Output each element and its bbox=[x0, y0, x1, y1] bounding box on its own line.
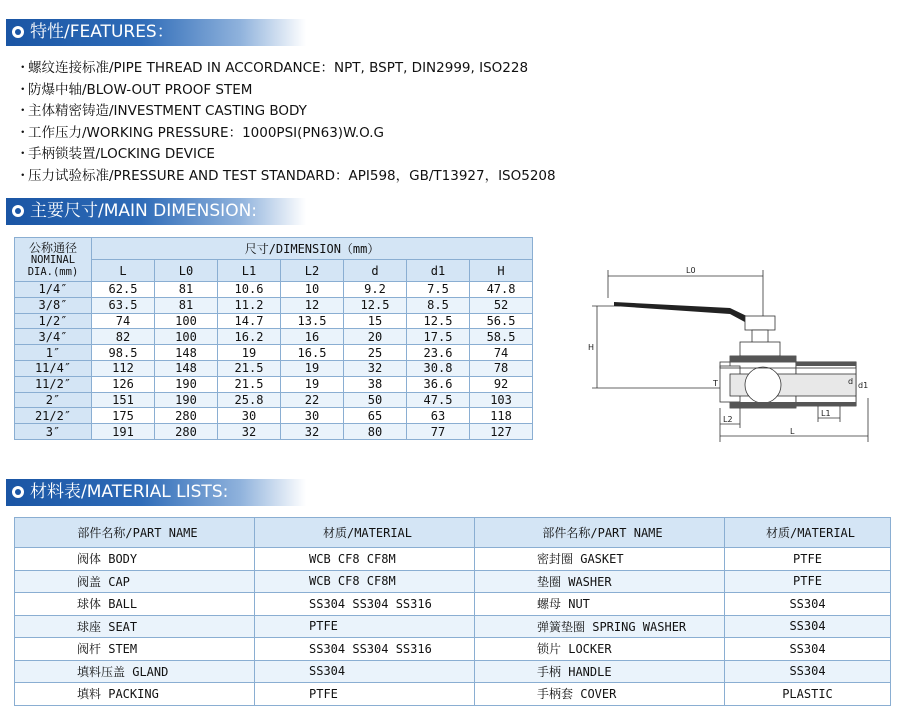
dimension-cell: 50 bbox=[344, 392, 407, 408]
dimension-cell: 191 bbox=[92, 424, 155, 440]
table-row bbox=[15, 408, 533, 424]
dimension-cell: 47.8 bbox=[470, 282, 533, 298]
material-cell: SS304 bbox=[725, 660, 891, 683]
material-cell: PTFE bbox=[725, 548, 891, 571]
material-cell: SS304 bbox=[725, 638, 891, 661]
dimension-cell: 80 bbox=[344, 424, 407, 440]
dimension-cell: 21.5 bbox=[218, 360, 281, 376]
part-name-cell: 垫圈 WASHER bbox=[475, 570, 725, 593]
dimension-cell: 25 bbox=[344, 345, 407, 361]
nominal-size-cell: 3/4″ bbox=[15, 329, 92, 345]
dimension-cell: 63 bbox=[407, 408, 470, 424]
table-row bbox=[15, 570, 891, 593]
part-name-cell: 弹簧垫圈 SPRING WASHER bbox=[475, 615, 725, 638]
table-row bbox=[15, 392, 533, 408]
bullet-circle-icon bbox=[12, 26, 24, 38]
dimension-cell: 98.5 bbox=[92, 345, 155, 361]
part-name-cell: 阀杆 STEM bbox=[15, 638, 255, 661]
table-row bbox=[15, 615, 891, 638]
column-header: H bbox=[470, 260, 533, 282]
dimension-cell: 148 bbox=[155, 360, 218, 376]
dimension-cell: 81 bbox=[155, 282, 218, 298]
feature-item: ・工作压力/WORKING PRESSURE：1000PSI(PN63)W.O.G bbox=[16, 124, 384, 141]
dimension-cell: 32 bbox=[344, 360, 407, 376]
part-name-cell: 阀体 BODY bbox=[15, 548, 255, 571]
dimension-cell: 175 bbox=[92, 408, 155, 424]
material-cell: SS304 bbox=[725, 615, 891, 638]
l1-label: L1 bbox=[821, 409, 831, 418]
dimension-cell: 10.6 bbox=[218, 282, 281, 298]
dimension-cell: 12 bbox=[281, 297, 344, 313]
dimension-cell: 74 bbox=[92, 313, 155, 329]
nominal-size-cell: 3″ bbox=[15, 424, 92, 440]
h-label: H bbox=[588, 343, 595, 352]
material-cell: WCB CF8 CF8M bbox=[255, 570, 475, 593]
dimension-cell: 30 bbox=[218, 408, 281, 424]
dimension-cell: 10 bbox=[281, 282, 344, 298]
dimension-cell: 16.5 bbox=[281, 345, 344, 361]
nominal-size-cell: 11/2″ bbox=[15, 376, 92, 392]
features-list bbox=[16, 58, 556, 188]
dimension-cell: 16.2 bbox=[218, 329, 281, 345]
dimension-cell: 19 bbox=[281, 376, 344, 392]
column-header: d1 bbox=[407, 260, 470, 282]
dimension-cell: 280 bbox=[155, 424, 218, 440]
table-row bbox=[15, 313, 533, 329]
t-label: T bbox=[713, 379, 718, 388]
dimension-cell: 9.2 bbox=[344, 282, 407, 298]
table-row bbox=[15, 376, 533, 392]
bullet-circle-icon bbox=[12, 205, 24, 217]
nominal-size-cell: 1″ bbox=[15, 345, 92, 361]
main-dimension-title: 主要尺寸/MAIN DIMENSION: bbox=[30, 201, 258, 221]
dimension-cell: 19 bbox=[281, 360, 344, 376]
dimension-header: 尺寸/DIMENSION（mm） bbox=[92, 238, 533, 260]
dimension-cell: 126 bbox=[92, 376, 155, 392]
dimension-cell: 7.5 bbox=[407, 282, 470, 298]
material-lists-banner bbox=[6, 479, 306, 506]
column-header: L0 bbox=[155, 260, 218, 282]
dimension-cell: 16 bbox=[281, 329, 344, 345]
dimension-cell: 148 bbox=[155, 345, 218, 361]
dimension-cell: 38 bbox=[344, 376, 407, 392]
column-header: 材质/MATERIAL bbox=[255, 518, 475, 548]
material-cell: SS304 SS304 SS316 bbox=[255, 638, 475, 661]
column-header: 部件名称/PART NAME bbox=[475, 518, 725, 548]
part-name-cell: 阀盖 CAP bbox=[15, 570, 255, 593]
dimension-cell: 21.5 bbox=[218, 376, 281, 392]
dimension-cell: 280 bbox=[155, 408, 218, 424]
column-header: 材质/MATERIAL bbox=[725, 518, 891, 548]
part-name-cell: 螺母 NUT bbox=[475, 593, 725, 616]
table-row bbox=[15, 424, 533, 440]
dimension-cell: 118 bbox=[470, 408, 533, 424]
handle-shape bbox=[614, 302, 760, 328]
nominal-size-cell: 2″ bbox=[15, 392, 92, 408]
nominal-size-cell: 1/2″ bbox=[15, 313, 92, 329]
nominal-size-cell: 3/8″ bbox=[15, 297, 92, 313]
dimension-cell: 47.5 bbox=[407, 392, 470, 408]
material-cell: PTFE bbox=[725, 570, 891, 593]
material-cell: PTFE bbox=[255, 683, 475, 706]
feature-item: ・螺纹连接标准/PIPE THREAD IN ACCORDANCE：NPT, BSPT, DIN2999, ISO228 bbox=[16, 60, 529, 76]
table-row bbox=[15, 593, 891, 616]
dimension-cell: 103 bbox=[470, 392, 533, 408]
material-table bbox=[14, 517, 891, 706]
dimension-cell: 82 bbox=[92, 329, 155, 345]
dimension-cell: 92 bbox=[470, 376, 533, 392]
dimension-cell: 20 bbox=[344, 329, 407, 345]
dimension-cell: 12.5 bbox=[344, 297, 407, 313]
part-name-cell: 手柄 HANDLE bbox=[475, 660, 725, 683]
part-name-cell: 填料压盖 GLAND bbox=[15, 660, 255, 683]
part-name-cell: 密封圈 GASKET bbox=[475, 548, 725, 571]
nominal-size-cell: 11/4″ bbox=[15, 360, 92, 376]
feature-item: ・防爆中轴/BLOW-OUT PROOF STEM bbox=[16, 81, 253, 98]
material-cell: SS304 bbox=[725, 593, 891, 616]
column-header: L bbox=[92, 260, 155, 282]
nominal-size-cell: 21/2″ bbox=[15, 408, 92, 424]
column-header: d bbox=[344, 260, 407, 282]
table-row bbox=[15, 282, 533, 298]
dimension-cell: 30 bbox=[281, 408, 344, 424]
dimension-cell: 8.5 bbox=[407, 297, 470, 313]
dimension-cell: 14.7 bbox=[218, 313, 281, 329]
features-banner bbox=[6, 19, 306, 46]
table-row bbox=[15, 660, 891, 683]
table-row bbox=[15, 638, 891, 661]
part-name-cell: 手柄套 COVER bbox=[475, 683, 725, 706]
l0-label: L0 bbox=[686, 266, 696, 275]
dimension-cell: 32 bbox=[281, 424, 344, 440]
dimension-cell: 11.2 bbox=[218, 297, 281, 313]
dimension-cell: 100 bbox=[155, 329, 218, 345]
part-name-cell: 填料 PACKING bbox=[15, 683, 255, 706]
material-cell: SS304 SS304 SS316 bbox=[255, 593, 475, 616]
material-lists-title: 材料表/MATERIAL LISTS: bbox=[30, 482, 229, 502]
material-cell: PLASTIC bbox=[725, 683, 891, 706]
feature-item: ・压力试验标准/PRESSURE AND TEST STANDARD：API598，GB/T13927，ISO5208 bbox=[16, 167, 556, 184]
d-label: d bbox=[848, 377, 854, 386]
feature-item: ・主体精密铸造/INVESTMENT CASTING BODY bbox=[16, 103, 307, 120]
dimension-cell: 15 bbox=[344, 313, 407, 329]
part-name-cell: 球座 SEAT bbox=[15, 615, 255, 638]
dimension-cell: 58.5 bbox=[470, 329, 533, 345]
features-title: 特性/FEATURES： bbox=[30, 22, 174, 42]
main-dimension-banner bbox=[6, 198, 306, 225]
table-row bbox=[15, 360, 533, 376]
part-name-cell: 球体 BALL bbox=[15, 593, 255, 616]
dimension-cell: 30.8 bbox=[407, 360, 470, 376]
dimension-cell: 190 bbox=[155, 392, 218, 408]
ball-valve-diagram bbox=[580, 258, 880, 458]
dimension-cell: 151 bbox=[92, 392, 155, 408]
dimension-cell: 12.5 bbox=[407, 313, 470, 329]
dimension-cell: 127 bbox=[470, 424, 533, 440]
nominal-size-cell: 1/4″ bbox=[15, 282, 92, 298]
dimension-cell: 100 bbox=[155, 313, 218, 329]
table-row bbox=[15, 548, 891, 571]
dimension-table bbox=[14, 237, 533, 440]
dimension-cell: 36.6 bbox=[407, 376, 470, 392]
dimension-cell: 22 bbox=[281, 392, 344, 408]
table-row bbox=[15, 345, 533, 361]
dimension-cell: 63.5 bbox=[92, 297, 155, 313]
dimension-cell: 25.8 bbox=[218, 392, 281, 408]
l2-label: L2 bbox=[723, 415, 733, 424]
dimension-cell: 74 bbox=[470, 345, 533, 361]
dimension-cell: 81 bbox=[155, 297, 218, 313]
d1-label: d1 bbox=[858, 381, 869, 390]
nominal-dia-header: 公称通径 NOMINAL DIA.(mm) bbox=[15, 238, 92, 282]
dimension-cell: 52 bbox=[470, 297, 533, 313]
column-header: L1 bbox=[218, 260, 281, 282]
material-cell: SS304 bbox=[255, 660, 475, 683]
dimension-cell: 190 bbox=[155, 376, 218, 392]
dimension-cell: 65 bbox=[344, 408, 407, 424]
dimension-cell: 13.5 bbox=[281, 313, 344, 329]
part-name-cell: 锁片 LOCKER bbox=[475, 638, 725, 661]
l-label: L bbox=[790, 427, 795, 436]
material-cell: WCB CF8 CF8M bbox=[255, 548, 475, 571]
dimension-cell: 78 bbox=[470, 360, 533, 376]
dimension-cell: 32 bbox=[218, 424, 281, 440]
column-header: 部件名称/PART NAME bbox=[15, 518, 255, 548]
dimension-cell: 17.5 bbox=[407, 329, 470, 345]
dimension-cell: 77 bbox=[407, 424, 470, 440]
dimension-cell: 112 bbox=[92, 360, 155, 376]
bullet-circle-icon bbox=[12, 486, 24, 498]
dimension-cell: 62.5 bbox=[92, 282, 155, 298]
table-row bbox=[15, 329, 533, 345]
material-cell: PTFE bbox=[255, 615, 475, 638]
dimension-cell: 56.5 bbox=[470, 313, 533, 329]
dimension-cell: 23.6 bbox=[407, 345, 470, 361]
dimension-cell: 19 bbox=[218, 345, 281, 361]
table-row bbox=[15, 297, 533, 313]
table-row bbox=[15, 683, 891, 706]
column-header: L2 bbox=[281, 260, 344, 282]
feature-item: ・手柄锁装置/LOCKING DEVICE bbox=[16, 146, 215, 163]
